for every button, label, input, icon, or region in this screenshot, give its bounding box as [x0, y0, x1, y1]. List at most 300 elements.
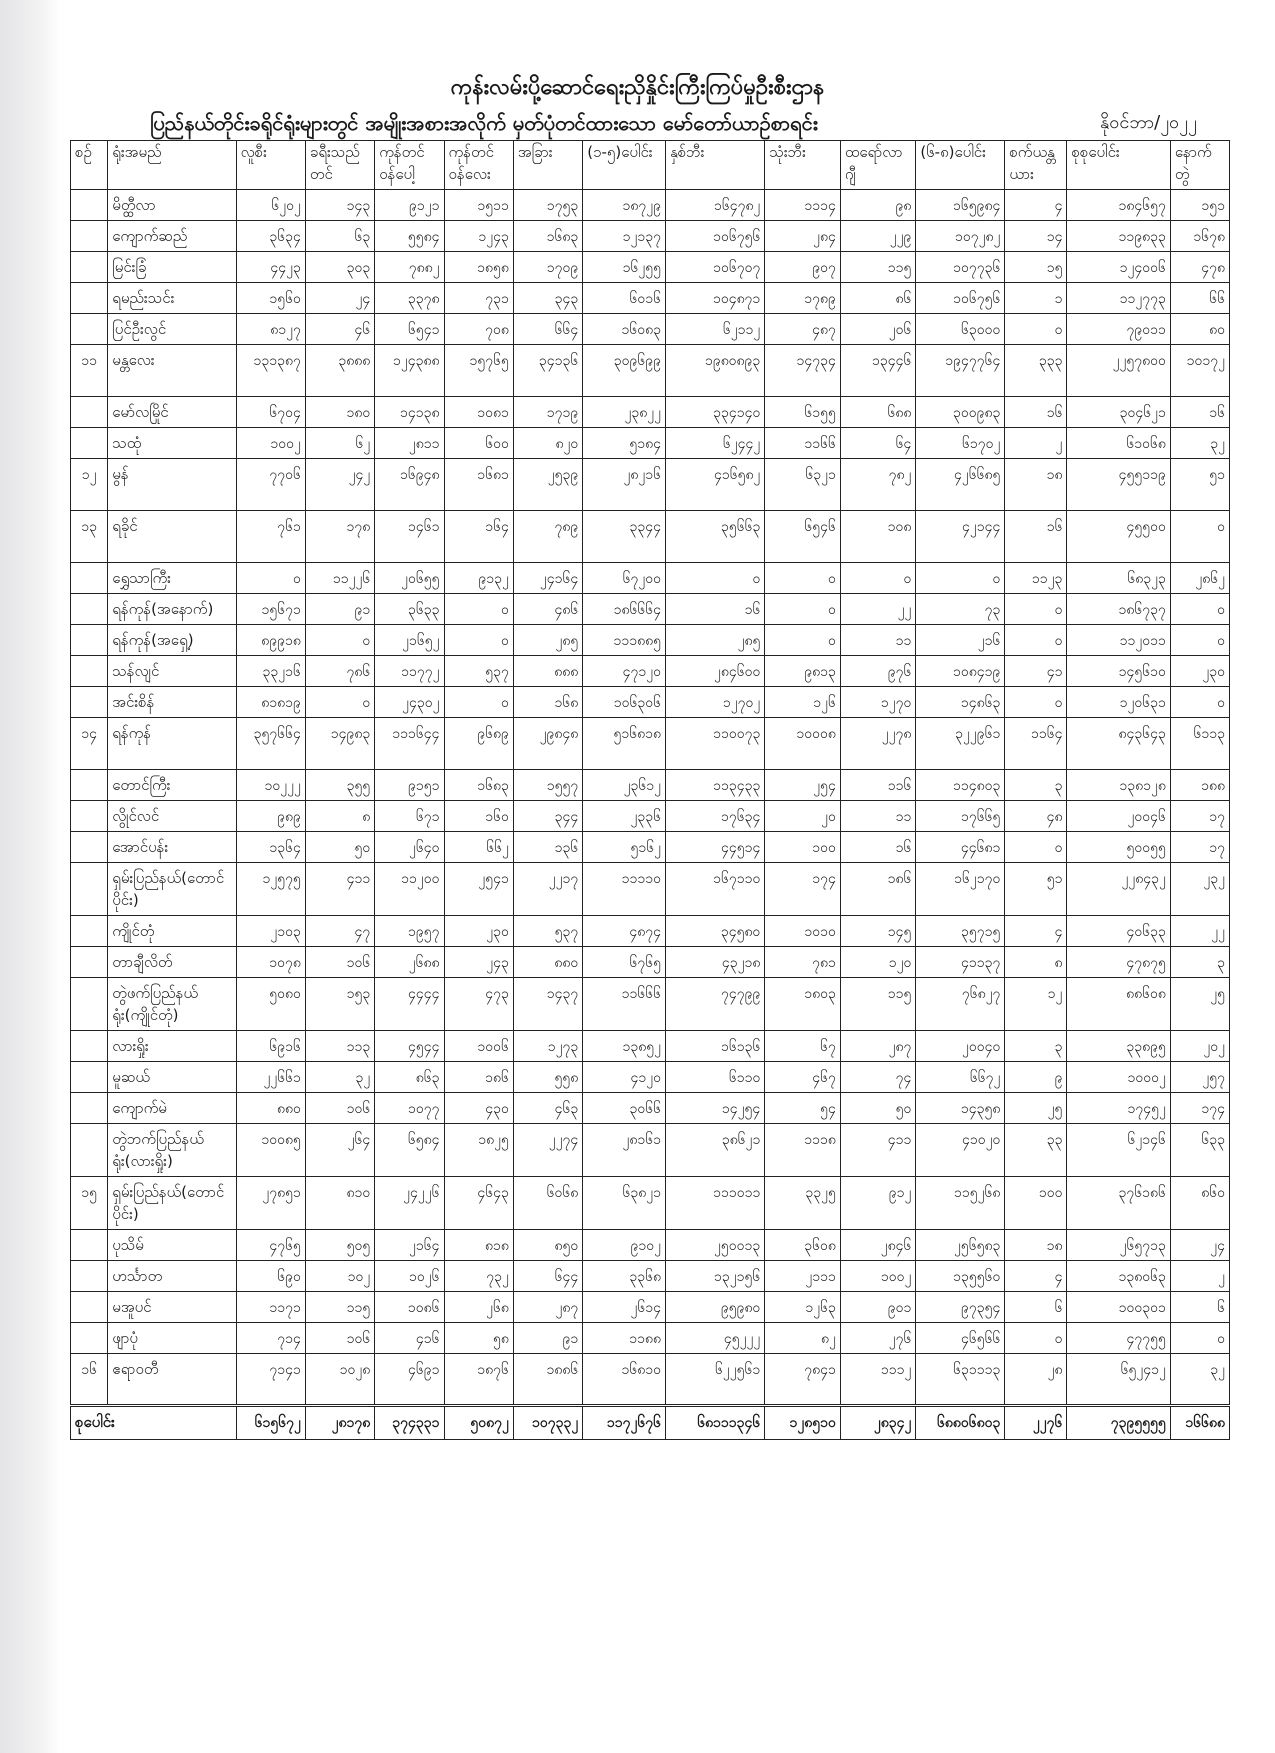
value-cell: ၆၈၈	[840, 397, 916, 428]
office-name-cell: မိတ္ထီလာ	[108, 190, 236, 221]
value-cell: ၁၀၆၇၅၆	[665, 221, 764, 252]
value-cell: ၂၄၃	[444, 947, 513, 978]
value-cell: ၆၀၁၆	[583, 283, 666, 314]
value-cell: ၃	[1170, 947, 1229, 978]
serial-number-cell	[71, 563, 108, 594]
value-cell: ၁၁၃၄၃၃	[665, 770, 764, 801]
value-cell: ၁၁၂၃	[1005, 563, 1067, 594]
value-cell: ၇၈၄၁	[765, 1354, 841, 1406]
value-cell: ၁၆၂၁၇၀	[916, 863, 1005, 916]
value-cell: ၁၂၇၀	[840, 687, 916, 718]
value-cell: ၁၀၇၈	[236, 947, 305, 978]
value-cell: ၆၆၂	[444, 832, 513, 863]
serial-number-cell	[71, 801, 108, 832]
value-cell: ၁၀၇၇	[375, 1093, 444, 1124]
value-cell: ၀	[840, 563, 916, 594]
value-cell: ၃၅၇၆၆၄	[236, 718, 305, 770]
table-row	[71, 511, 1230, 563]
column-header: ကုန်တင်ဝန်လေး	[444, 141, 513, 190]
value-cell: ၁၈	[1005, 1230, 1067, 1261]
value-cell: ၁၁၂၀၁၁	[1067, 625, 1170, 656]
page-edge-shadow	[0, 0, 60, 1753]
value-cell: ၃၃	[1005, 1124, 1067, 1177]
value-cell: ၁၁၁၁၀	[583, 863, 666, 916]
value-cell: ၁၀၀	[765, 832, 841, 863]
value-cell: ၄၄၆၈၁	[916, 832, 1005, 863]
value-cell: ၁၂၅၇၅	[236, 863, 305, 916]
value-cell: ၁၀၀၆	[444, 1031, 513, 1062]
column-header: ထရော်လာဂျီ	[840, 141, 916, 190]
value-cell: ၃၂	[1170, 428, 1229, 459]
value-cell: ၁၅၃	[305, 978, 374, 1031]
value-cell: ၁၀၈၁	[444, 397, 513, 428]
value-cell: ၁၀၀၂	[236, 428, 305, 459]
value-cell: ၆၅၄၆	[765, 511, 841, 563]
table-row	[71, 563, 1230, 594]
value-cell: ၂၄၁၆၄	[513, 563, 582, 594]
total-label: စုပေါင်း	[71, 1406, 237, 1440]
value-cell: ၄၄၅၁၄	[665, 832, 764, 863]
value-cell: ၁၁၂၇၇၃	[1067, 283, 1170, 314]
value-cell: ၁၀၂၈	[305, 1354, 374, 1406]
value-cell: ၁၀၂၆	[375, 1261, 444, 1292]
value-cell: ၄၈၇	[765, 314, 841, 345]
value-cell: ၁၈၇၆	[444, 1354, 513, 1406]
serial-number-cell	[71, 1124, 108, 1177]
value-cell: ၄၆၇	[765, 1062, 841, 1093]
value-cell: ၁၇၀၉	[513, 252, 582, 283]
table-row	[71, 1124, 1230, 1177]
value-cell: ၃၃၄၄	[583, 511, 666, 563]
value-cell: ၆၃၁၁၁၃	[916, 1354, 1005, 1406]
value-cell: ၂၈၆၂	[1170, 563, 1229, 594]
value-cell: ၄၁၁	[305, 863, 374, 916]
table-row	[71, 863, 1230, 916]
value-cell: ၄၈	[1005, 801, 1067, 832]
value-cell: ၁၉၅၇	[375, 916, 444, 947]
value-cell: ၆၇၂၀၀	[583, 563, 666, 594]
value-cell: ၁၆၁၃၆	[665, 1031, 764, 1062]
serial-number-cell	[71, 947, 108, 978]
value-cell: ၁၁၄၈၀၃	[916, 770, 1005, 801]
office-name-cell: ဧရာဝတီ	[108, 1354, 236, 1406]
value-cell: ၀	[1170, 625, 1229, 656]
column-header: အခြား	[513, 141, 582, 190]
column-header: ခရီးသည်တင်	[305, 141, 374, 190]
serial-number-cell	[71, 1093, 108, 1124]
value-cell: ၃၄၃	[513, 283, 582, 314]
value-cell: ၁၁၅	[305, 1292, 374, 1323]
value-cell: ၁၃၆	[513, 832, 582, 863]
serial-number-cell	[71, 283, 108, 314]
value-cell: ၁၁	[840, 625, 916, 656]
value-cell: ၂၈၄၆၀၀	[665, 656, 764, 687]
value-cell: ၁၇	[1170, 801, 1229, 832]
office-name-cell: ရွှေသာကြီး	[108, 563, 236, 594]
serial-number-cell	[71, 221, 108, 252]
value-cell: ၀	[1170, 1323, 1229, 1354]
value-cell: ၇၁၄၁	[236, 1354, 305, 1406]
value-cell: ၁၂၄၃၈၈	[375, 345, 444, 397]
value-cell: ၂၁၀၃	[236, 916, 305, 947]
serial-number-cell	[71, 190, 108, 221]
table-row	[71, 190, 1230, 221]
table-row	[71, 345, 1230, 397]
office-name-cell: ပြင်ဦးလွင်	[108, 314, 236, 345]
value-cell: ၂၁၆	[916, 625, 1005, 656]
value-cell: ၇၁၄	[236, 1323, 305, 1354]
value-cell: ၁၅၆၇၁	[236, 594, 305, 625]
value-cell: ၃	[1005, 770, 1067, 801]
value-cell: ၇၈၉	[513, 511, 582, 563]
table-row	[71, 1177, 1230, 1230]
value-cell: ၄၈၆	[513, 594, 582, 625]
value-cell: ၇၈၆	[305, 656, 374, 687]
table-row	[71, 687, 1230, 718]
value-cell: ၅၃၇	[444, 656, 513, 687]
value-cell: ၅၅၈၄	[375, 221, 444, 252]
office-name-cell: မြင်းခြံ	[108, 252, 236, 283]
value-cell: ၁၀၂၂၂	[236, 770, 305, 801]
value-cell: ၂	[1170, 1261, 1229, 1292]
column-header: ကုန်တင်ဝန်ပေါ့	[375, 141, 444, 190]
column-header: နှစ်ဘီး	[665, 141, 764, 190]
value-cell: ၁၀၀၀၂	[1067, 1062, 1170, 1093]
value-cell: ၇၀၈	[444, 314, 513, 345]
value-cell: ၂၂၈၄၃၂	[1067, 863, 1170, 916]
value-cell: ၁၇	[1170, 832, 1229, 863]
table-row	[71, 1062, 1230, 1093]
value-cell: ၆၃၂၁	[765, 459, 841, 511]
value-cell: ၇၃၁	[444, 283, 513, 314]
value-cell: ၁၀၀၃၀၁	[1067, 1292, 1170, 1323]
value-cell: ၁၃၄၄၆	[840, 345, 916, 397]
value-cell: ၇၃၂	[444, 1261, 513, 1292]
value-cell: ၇၄၇၉၉	[665, 978, 764, 1031]
table-row	[71, 428, 1230, 459]
value-cell: ၆၃	[305, 221, 374, 252]
value-cell: ၅၁	[1170, 459, 1229, 511]
value-cell: ၀	[444, 687, 513, 718]
value-cell: ၄၆၃	[513, 1093, 582, 1124]
serial-number-cell	[71, 314, 108, 345]
serial-number-cell	[71, 656, 108, 687]
column-header: စက်ယန္တယား	[1005, 141, 1067, 190]
column-header: စုစုပေါင်း	[1067, 141, 1170, 190]
value-cell: ၁၅၇၆၅	[444, 345, 513, 397]
value-cell: ၂၂	[1170, 916, 1229, 947]
value-cell: ၁၀၀၈၅	[236, 1124, 305, 1177]
value-cell: ၁၂၇၃	[513, 1031, 582, 1062]
value-cell: ၃၅၇၁၅	[916, 916, 1005, 947]
serial-number-cell	[71, 1062, 108, 1093]
value-cell: ၂၈၇	[840, 1031, 916, 1062]
total-value-cell: ၁၂၈၅၁၀	[765, 1406, 841, 1440]
value-cell: ၂၂၅၇၈၀၀	[1067, 345, 1170, 397]
value-cell: ၃၆၀၈	[765, 1230, 841, 1261]
serial-number-cell	[71, 594, 108, 625]
value-cell: ၆၁၇၀၂	[916, 428, 1005, 459]
value-cell: ၈၈၀	[236, 1093, 305, 1124]
value-cell: ၆၅၂၄၁၂	[1067, 1354, 1170, 1406]
value-cell: ၀	[1005, 625, 1067, 656]
value-cell: ၃၀၃	[305, 252, 374, 283]
value-cell: ၁၆၈၁၀	[583, 1354, 666, 1406]
value-cell: ၂၈	[1005, 1354, 1067, 1406]
value-cell: ၁၈၅၈	[444, 252, 513, 283]
value-cell: ၁၄၃	[305, 190, 374, 221]
office-name-cell: ကျောက်ဆည်	[108, 221, 236, 252]
value-cell: ၈၈၆၀၈	[1067, 978, 1170, 1031]
value-cell: ၁၆၇၈	[1170, 221, 1229, 252]
value-cell: ၄၁၁၃၇	[916, 947, 1005, 978]
value-cell: ၁၇၆၃၄	[665, 801, 764, 832]
value-cell: ၁၄၂၅၄	[665, 1093, 764, 1124]
total-value-cell: ၁၀၇၃၃၂	[513, 1406, 582, 1440]
value-cell: ၁၇၈	[305, 511, 374, 563]
value-cell: ၂၄၂	[305, 459, 374, 511]
value-cell: ၉၈၁၃	[765, 656, 841, 687]
value-cell: ၈၉၉၁၈	[236, 625, 305, 656]
value-cell: ၁၆	[1005, 511, 1067, 563]
total-value-cell: ၂၈၃၄၂	[840, 1406, 916, 1440]
value-cell: ၄၇၈	[1170, 252, 1229, 283]
value-cell: ၂၇၆	[840, 1323, 916, 1354]
value-cell: ၀	[444, 594, 513, 625]
value-cell: ၁၆၈၁	[444, 459, 513, 511]
value-cell: ၂၈၄	[765, 221, 841, 252]
value-cell: ၁၂၄၀၀၆	[1067, 252, 1170, 283]
value-cell: ၆၉၀	[236, 1261, 305, 1292]
value-cell: ၁၅၁၁	[444, 190, 513, 221]
value-cell: ၄၃၀	[444, 1093, 513, 1124]
value-cell: ၁၇၄၅၂	[1067, 1093, 1170, 1124]
table-row	[71, 397, 1230, 428]
value-cell: ၆၃၀၀၀	[916, 314, 1005, 345]
value-cell: ၁၀၇၇၃၆	[916, 252, 1005, 283]
value-cell: ၁၇၆၆၅	[916, 801, 1005, 832]
value-cell: ၃၃၆၈	[583, 1261, 666, 1292]
value-cell: ၄	[1005, 190, 1067, 221]
value-cell: ၂၅၀၀၁၃	[665, 1230, 764, 1261]
value-cell: ၁၃၈၁၂၈	[1067, 770, 1170, 801]
value-cell: ၄၅၅၀၀	[1067, 511, 1170, 563]
value-cell: ၁၄၆၁	[375, 511, 444, 563]
value-cell: ၁၁၅	[840, 978, 916, 1031]
office-name-cell: မန္တလေး	[108, 345, 236, 397]
total-value-cell: ၇၃၉၅၅၅၅	[1067, 1406, 1170, 1440]
serial-number-cell	[71, 1323, 108, 1354]
value-cell: ၂၀၂	[1170, 1031, 1229, 1062]
value-cell: ၉၇၆	[840, 656, 916, 687]
office-name-cell: ရှမ်းပြည်နယ်(တောင်ပိုင်း)	[108, 863, 236, 916]
value-cell: ၀	[1170, 687, 1229, 718]
value-cell: ၁၅၁	[1170, 190, 1229, 221]
value-cell: ၇၉၀၁၁	[1067, 314, 1170, 345]
value-cell: ၆၀၆၈	[513, 1177, 582, 1230]
value-cell: ၃၃၂၁၆	[236, 656, 305, 687]
value-cell: ၄	[1005, 1261, 1067, 1292]
value-cell: ၂၃၀	[1170, 656, 1229, 687]
office-name-cell: ကျိုင်တုံ	[108, 916, 236, 947]
value-cell: ၁၆	[840, 832, 916, 863]
value-cell: ၂၅၇	[1170, 1062, 1229, 1093]
office-name-cell: တွဲဖက်ပြည်နယ်ရုံး(ကျိုင်တုံ)	[108, 978, 236, 1031]
total-value-cell: ၅၀၈၇၂	[444, 1406, 513, 1440]
value-cell: ၁၂၀	[840, 947, 916, 978]
table-row	[71, 947, 1230, 978]
value-cell: ၄	[1005, 916, 1067, 947]
value-cell: ၄၇၇၅၅	[1067, 1323, 1170, 1354]
value-cell: ၄၁	[1005, 656, 1067, 687]
value-cell: ၂၄	[1170, 1230, 1229, 1261]
value-cell: ၂၃၃၆	[583, 801, 666, 832]
value-cell: ၆၁၀၆၈	[1067, 428, 1170, 459]
value-cell: ၃	[1005, 1031, 1067, 1062]
value-cell: ၄၂၆၆၈၅	[916, 459, 1005, 511]
value-cell: ၈၄၃၆၄၃	[1067, 718, 1170, 770]
office-name-cell: ဟင်္သာတ	[108, 1261, 236, 1292]
value-cell: ၁၄၈၆၃	[916, 687, 1005, 718]
value-cell: ၂၁၁၁	[765, 1261, 841, 1292]
value-cell: ၁၈၆၇၃၇	[1067, 594, 1170, 625]
value-cell: ၂၆၈	[444, 1292, 513, 1323]
office-name-cell: ရန်ကုန်(အရှေ့)	[108, 625, 236, 656]
value-cell: ၀	[1005, 594, 1067, 625]
serial-number-cell	[71, 832, 108, 863]
value-cell: ၁၁၈၈	[583, 1323, 666, 1354]
value-cell: ၁၀၆	[305, 1323, 374, 1354]
office-name-cell: တွဲဘက်ပြည်နယ်ရုံး(လားရှိုး)	[108, 1124, 236, 1177]
value-cell: ၂၁၆၅၂	[375, 625, 444, 656]
value-cell: ၁၁၁၈၈၅	[583, 625, 666, 656]
value-cell: ၉၁	[513, 1323, 582, 1354]
value-cell: ၁၄၇၃၄	[765, 345, 841, 397]
value-cell: ၅၅၈	[513, 1062, 582, 1093]
serial-number-cell	[71, 978, 108, 1031]
value-cell: ၈၆၀	[1170, 1177, 1229, 1230]
value-cell: ၆၇၁	[375, 801, 444, 832]
value-cell: ၉၁၃၂	[444, 563, 513, 594]
value-cell: ၂၀၆၅၅	[375, 563, 444, 594]
value-cell: ၃၆၃၃	[375, 594, 444, 625]
column-header: (၆-၈)ပေါင်း	[916, 141, 1005, 190]
office-name-cell: ရန်ကုန်(အနောက်)	[108, 594, 236, 625]
value-cell: ၆၈၃၂၃	[1067, 563, 1170, 594]
value-cell: ၅၃၇	[513, 916, 582, 947]
serial-number-cell	[71, 1261, 108, 1292]
table-row	[71, 252, 1230, 283]
value-cell: ၁၀၁၇၂	[1170, 345, 1229, 397]
value-cell: ၁၁၅၂၆၈	[916, 1177, 1005, 1230]
value-cell: ၃၇၆၁၈၆	[1067, 1177, 1170, 1230]
value-cell: ၁၀၈	[840, 511, 916, 563]
table-row	[71, 718, 1230, 770]
value-cell: ၄၂၁၄၄	[916, 511, 1005, 563]
table-row	[71, 594, 1230, 625]
value-cell: ၁၃၁၃၈၇	[236, 345, 305, 397]
value-cell: ၀	[916, 563, 1005, 594]
serial-number-cell: ၁၄	[71, 718, 108, 770]
column-header: လူစီး	[236, 141, 305, 190]
value-cell: ၁၀၁၀	[765, 916, 841, 947]
value-cell: ၆၇၀၄	[236, 397, 305, 428]
value-cell: ၂၀၀၄၀	[916, 1031, 1005, 1062]
value-cell: ၉၁၂	[840, 1177, 916, 1230]
value-cell: ၁၂၆	[765, 687, 841, 718]
value-cell: ၆၂၁၁၂	[665, 314, 764, 345]
value-cell: ၁၆၈၃	[513, 221, 582, 252]
column-header: ရုံးအမည်	[108, 141, 236, 190]
value-cell: ၂၂၆၆၁	[236, 1062, 305, 1093]
value-cell: ၅၈	[444, 1323, 513, 1354]
value-cell: ၀	[1005, 1323, 1067, 1354]
value-cell: ၁၁၁၂	[840, 1354, 916, 1406]
table-row	[71, 1354, 1230, 1406]
value-cell: ၉၅၉၈၀	[665, 1292, 764, 1323]
value-cell: ၁၉၈၀၈၉၃	[665, 345, 764, 397]
value-cell: ၁၆၄၇၈၂	[665, 190, 764, 221]
value-cell: ၃၂	[1170, 1354, 1229, 1406]
value-cell: ၆၇၆၅	[583, 947, 666, 978]
value-cell: ၆	[1170, 1292, 1229, 1323]
value-cell: ၁၂၇၀၂	[665, 687, 764, 718]
value-cell: ၈၁၂၇	[236, 314, 305, 345]
value-cell: ၆၂၄၄၂	[665, 428, 764, 459]
value-cell: ၂၁၆၄	[375, 1230, 444, 1261]
value-cell: ၄၁၂၀	[583, 1062, 666, 1093]
value-cell: ၆၀၀	[444, 428, 513, 459]
office-name-cell: တောင်ကြီး	[108, 770, 236, 801]
value-cell: ၃၃၃	[1005, 345, 1067, 397]
table-row	[71, 656, 1230, 687]
table-row	[71, 625, 1230, 656]
value-cell: ၁၁၂၂၆	[305, 563, 374, 594]
value-cell: ၁၀၆	[305, 1093, 374, 1124]
value-cell: ၁	[1005, 283, 1067, 314]
serial-number-cell: ၁၁	[71, 345, 108, 397]
value-cell: ၈	[305, 801, 374, 832]
value-cell: ၀	[1005, 687, 1067, 718]
total-value-cell: ၆၈၈၀၆၈၀၃	[916, 1406, 1005, 1440]
value-cell: ၁၂၄၃	[444, 221, 513, 252]
value-cell: ၆၃၃	[1170, 1124, 1229, 1177]
value-cell: ၈၆	[840, 283, 916, 314]
value-cell: ၂၃၈၂၂	[583, 397, 666, 428]
value-cell: ၁၄၅	[840, 916, 916, 947]
office-name-cell: ရှမ်းပြည်နယ်(တောင်ပိုင်း)	[108, 1177, 236, 1230]
value-cell: ၂၅၄	[765, 770, 841, 801]
value-cell: ၄၁၀၂၀	[916, 1124, 1005, 1177]
value-cell: ၉	[1005, 1062, 1067, 1093]
value-cell: ၈၈၀	[513, 947, 582, 978]
value-cell: ၉၈၉	[236, 801, 305, 832]
office-name-cell: ရန်ကုန်	[108, 718, 236, 770]
value-cell: ၇၆၁	[236, 511, 305, 563]
value-cell: ၀	[765, 563, 841, 594]
serial-number-cell	[71, 863, 108, 916]
value-cell: ၁၀၂	[305, 1261, 374, 1292]
serial-number-cell	[71, 1031, 108, 1062]
value-cell: ၁၀၆၇၀၇	[665, 252, 764, 283]
value-cell: ၆၂၂၅၆၁	[665, 1354, 764, 1406]
value-cell: ၁၅၅၇	[513, 770, 582, 801]
table-row	[71, 832, 1230, 863]
vehicle-registration-table	[70, 140, 1230, 1440]
office-name-cell: အောင်ပန်း	[108, 832, 236, 863]
value-cell: ၂၈၁၆၁	[583, 1124, 666, 1177]
total-value-cell: ၆၈၁၁၁၃၄၆	[665, 1406, 764, 1440]
